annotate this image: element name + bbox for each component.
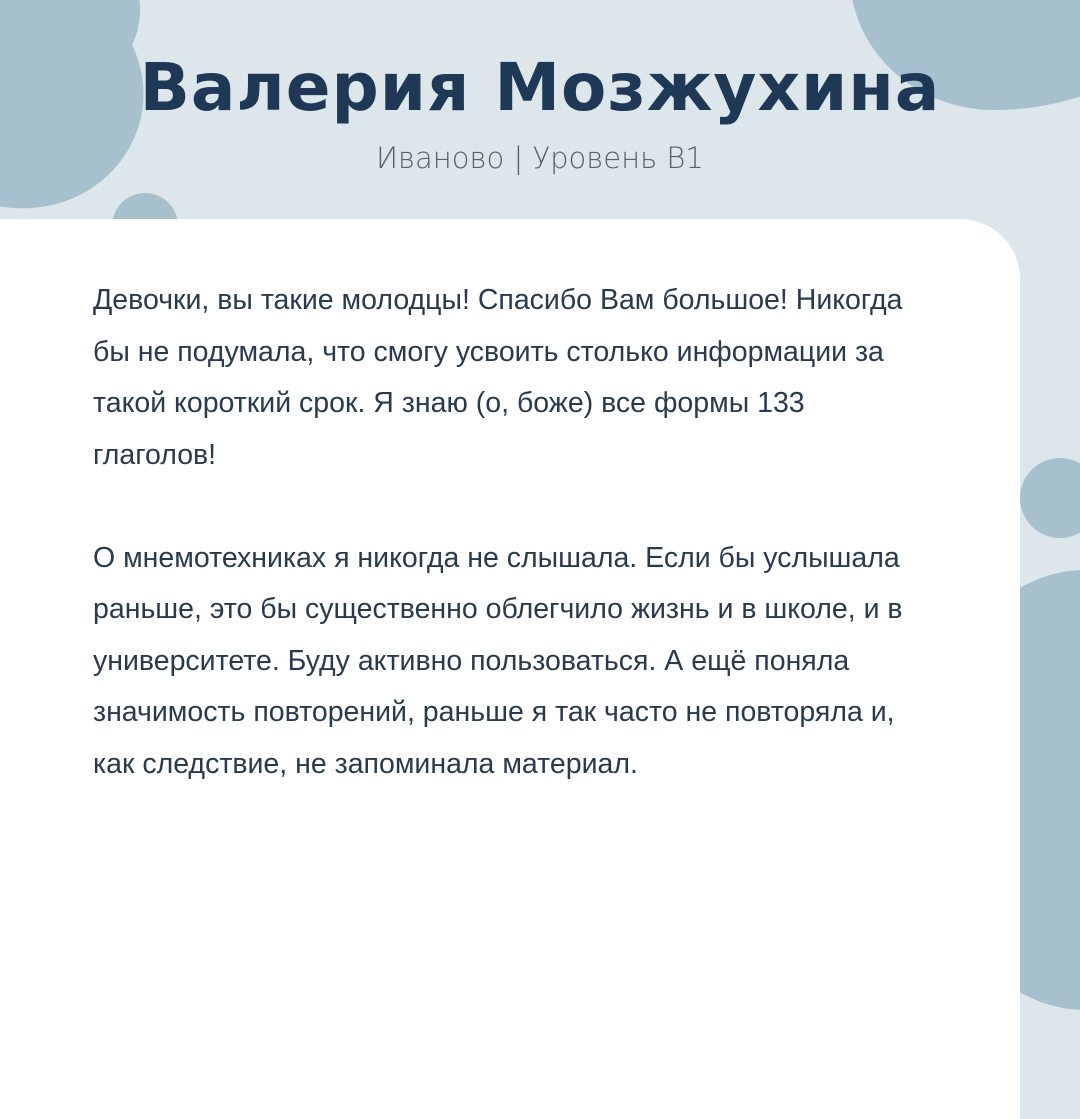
decorative-circle-right bbox=[1020, 458, 1080, 538]
review-text bbox=[93, 275, 923, 790]
review-paragraph: О мнемотехниках я никогда не слышала. Если бы услышала раньше, это бы существенно облегчило жизнь и в школе, и в университете. Буду активно пользоваться. А ещё поняла значимость повторений, раньше я так часто не повторяла и, как следствие, не запоминала материал. bbox=[93, 541, 903, 780]
reviewer-name: Валерия Мозжухина bbox=[139, 49, 941, 126]
header bbox=[0, 0, 1080, 219]
review-paragraph: Девочки, вы такие молодцы! Спасибо Вам большое! Никогда бы не подумала, что смогу усвоить столько информации за такой короткий срок. Я знаю (о, боже) все формы 133 глаголов! bbox=[93, 284, 903, 471]
reviewer-location-level: Иваново | Уровень B1 bbox=[376, 141, 704, 175]
